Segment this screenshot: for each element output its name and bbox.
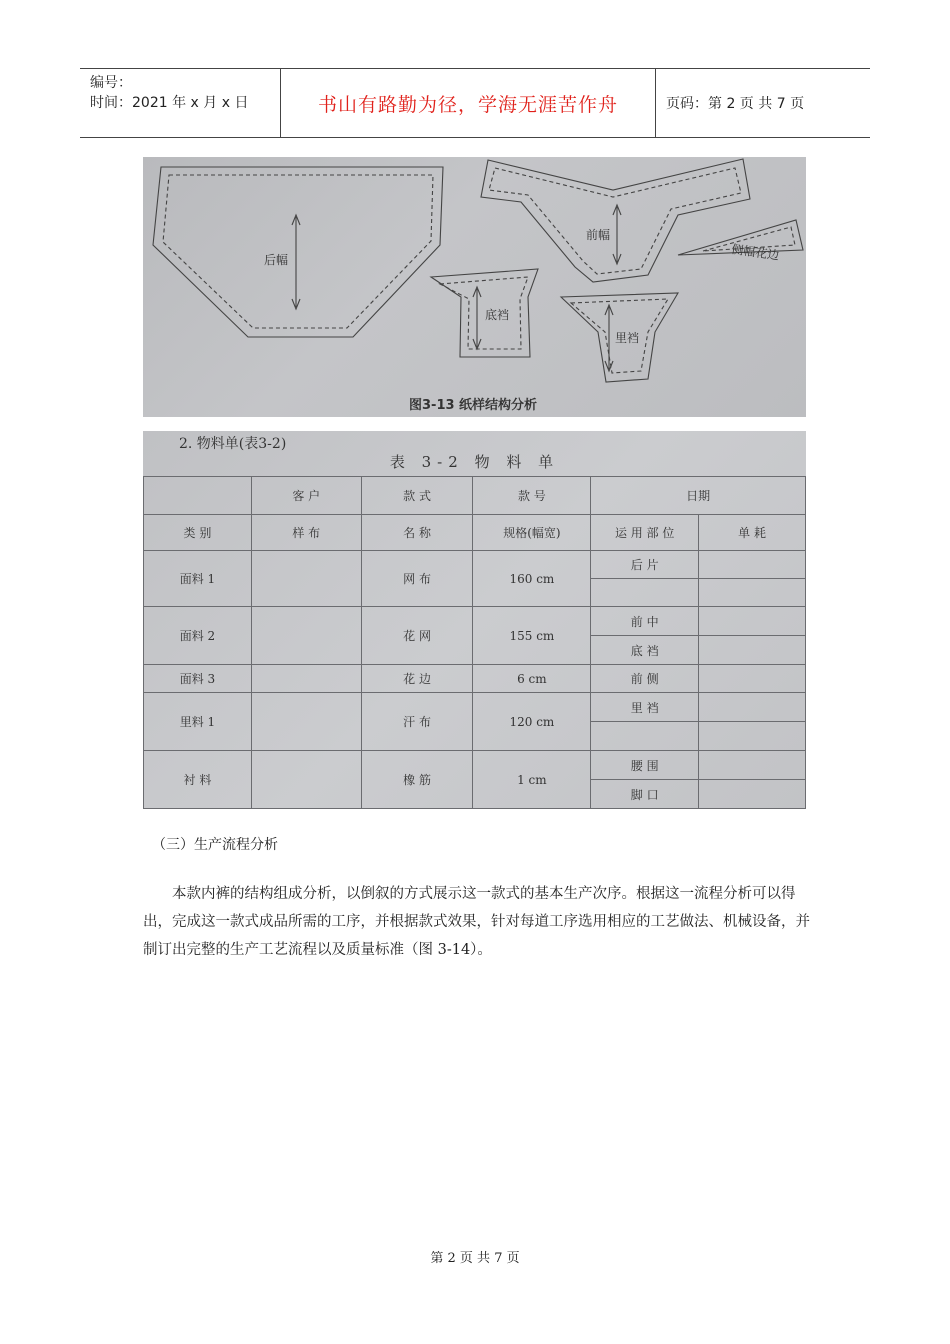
row-spec: 6 cm bbox=[473, 665, 591, 693]
row-name: 花 边 bbox=[361, 665, 473, 693]
info-row bbox=[144, 477, 806, 515]
row-part: 腰 围 bbox=[591, 751, 699, 780]
row-part: 里 裆 bbox=[591, 693, 699, 722]
section-heading: （三）生产流程分析 bbox=[152, 837, 278, 853]
piece-label-lining: 里裆 bbox=[615, 331, 640, 345]
header-meta bbox=[80, 69, 280, 137]
row-part: 前 侧 bbox=[591, 665, 699, 693]
row-category: 面料 2 bbox=[144, 607, 252, 665]
row-consumption bbox=[699, 693, 806, 722]
info-date-label: 日期 bbox=[591, 477, 806, 515]
row-name: 网 布 bbox=[361, 551, 473, 607]
row-consumption bbox=[699, 665, 806, 693]
crotch-piece-seam bbox=[440, 277, 528, 349]
col-name: 名 称 bbox=[361, 515, 473, 551]
row-part: 脚 口 bbox=[591, 780, 699, 809]
col-category: 类 别 bbox=[144, 515, 252, 551]
row-sample bbox=[251, 665, 361, 693]
time-label: 时间：2021 年 x 月 x 日 bbox=[90, 95, 249, 111]
material-section-heading: 2. 物料单(表3-2) bbox=[179, 436, 287, 452]
info-customer-label: 客 户 bbox=[251, 477, 361, 515]
material-table-title: 表 3-2 物 料 单 bbox=[389, 453, 560, 471]
row-part: 底 裆 bbox=[591, 636, 699, 665]
row-category: 面料 3 bbox=[144, 665, 252, 693]
col-parts: 运 用 部 位 bbox=[591, 515, 699, 551]
row-consumption bbox=[699, 551, 806, 579]
document-header bbox=[80, 68, 870, 138]
row-spec: 1 cm bbox=[473, 751, 591, 809]
row-sample bbox=[251, 693, 361, 751]
table-row bbox=[144, 607, 806, 636]
row-part: 前 中 bbox=[591, 607, 699, 636]
row-name: 橡 筋 bbox=[361, 751, 473, 809]
row-category: 衬 料 bbox=[144, 751, 252, 809]
col-consumption: 单 耗 bbox=[699, 515, 806, 551]
info-style-no-label: 款 号 bbox=[473, 477, 591, 515]
row-category: 面料 1 bbox=[144, 551, 252, 607]
row-consumption bbox=[699, 579, 806, 607]
row-spec: 155 cm bbox=[473, 607, 591, 665]
back-piece-outline bbox=[153, 167, 443, 337]
page-footer: 第 2 页 共 7 页 bbox=[430, 1251, 520, 1266]
row-consumption bbox=[699, 607, 806, 636]
piece-label-side-lace: 侧幅花边 bbox=[730, 242, 781, 263]
table-row bbox=[144, 665, 806, 693]
info-customer bbox=[144, 477, 252, 515]
row-name: 汗 布 bbox=[361, 693, 473, 751]
piece-label-back: 后幅 bbox=[264, 253, 289, 267]
number-label: 编号： bbox=[90, 75, 132, 91]
body-paragraph: 本款内裤的结构组成分析，以倒叙的方式展示这一款式的基本生产次序。根据这一流程分析可以得出，完成这一款式成品所需的工序，并根据款式效果，针对每道工序选用相应的工艺做法、机械设备，并制订出完整的生产工艺流程以及质量标准（图 3-14）。 bbox=[143, 886, 810, 958]
col-sample: 样 布 bbox=[251, 515, 361, 551]
row-consumption bbox=[699, 780, 806, 809]
material-list-photo bbox=[143, 431, 806, 809]
row-spec: 120 cm bbox=[473, 693, 591, 751]
table-row bbox=[144, 751, 806, 780]
col-spec: 规格(幅宽) bbox=[473, 515, 591, 551]
row-sample bbox=[251, 551, 361, 607]
row-category: 里料 1 bbox=[144, 693, 252, 751]
info-style-label: 款 式 bbox=[361, 477, 473, 515]
header-page-info: 页码：第 2 页 共 7 页 bbox=[666, 96, 805, 112]
row-sample bbox=[251, 607, 361, 665]
row-sample bbox=[251, 751, 361, 809]
table-header-row bbox=[144, 515, 806, 551]
front-piece-outline bbox=[481, 159, 750, 282]
table-row bbox=[144, 693, 806, 722]
row-name: 花 网 bbox=[361, 607, 473, 665]
figure-caption: 图3-13 纸样结构分析 bbox=[409, 398, 538, 413]
row-consumption bbox=[699, 751, 806, 780]
piece-label-crotch: 底裆 bbox=[485, 308, 510, 322]
piece-label-front: 前幅 bbox=[586, 228, 611, 242]
row-part: 后 片 bbox=[591, 551, 699, 579]
row-spec: 160 cm bbox=[473, 551, 591, 607]
header-motto: 书山有路勤为径，学海无涯苦作舟 bbox=[280, 69, 656, 137]
table-row bbox=[144, 551, 806, 579]
material-table bbox=[143, 476, 806, 809]
pattern-figure-photo bbox=[143, 157, 806, 417]
row-part bbox=[591, 579, 699, 607]
row-consumption bbox=[699, 722, 806, 751]
row-consumption bbox=[699, 636, 806, 665]
row-part bbox=[591, 722, 699, 751]
